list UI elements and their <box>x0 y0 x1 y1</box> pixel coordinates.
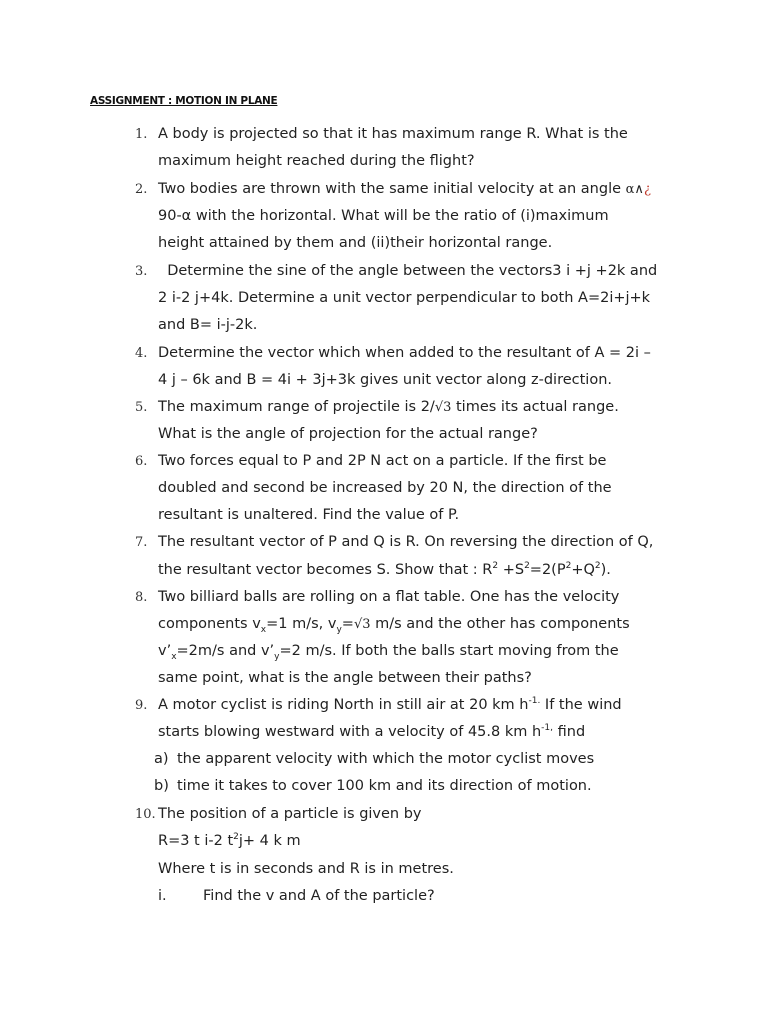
question-text: doubled and second be increased by 20 N, the direction of the <box>158 480 612 496</box>
text-run: m/s and the other has components <box>370 616 630 632</box>
question-text: Two billiard balls are rolling on a flat table. One has the velocity <box>158 589 620 605</box>
text-run: R=3 t i-2 t <box>158 833 234 849</box>
question-text: resultant is unaltered. Find the value of P. <box>158 507 460 523</box>
sub-item-text: the apparent velocity with which the motor cyclist moves <box>177 751 595 767</box>
question-text: and B= i-j-2k. <box>158 317 258 333</box>
root-expression: √3 <box>353 617 371 632</box>
text-run: =2m/s and v’ <box>176 643 275 659</box>
question-text: A body is projected so that it has maximum range R. What is the <box>158 126 628 142</box>
sub-item-marker: b) <box>154 778 169 794</box>
question-number: 7. <box>135 535 148 550</box>
text-run: components v <box>158 616 261 632</box>
question-number: 8. <box>135 590 148 605</box>
text-run: =1 m/s, v <box>266 616 337 632</box>
sub-item-marker: a) <box>154 751 169 767</box>
superscript: 2 <box>233 832 239 843</box>
text-run: starts blowing westward with a velocity of 45.8 km h <box>158 724 542 740</box>
superscript: 2 <box>565 561 572 572</box>
text-run: =2 m/s. If both the balls start moving from the <box>279 643 619 659</box>
text-run: find <box>553 724 586 740</box>
text-run: Two bodies are thrown with the same initial velocity at an angle <box>158 181 622 197</box>
question-number: 10. <box>135 807 156 822</box>
question-number: 4. <box>135 346 148 361</box>
text-run: ). <box>600 562 611 578</box>
question-text <box>158 557 611 584</box>
superscript: -1, <box>541 723 554 734</box>
alpha-symbol: α∧ <box>625 182 644 197</box>
question-text <box>158 638 619 665</box>
superscript: 2 <box>524 561 530 572</box>
text-run: v’ <box>158 643 172 659</box>
superscript: 2 <box>492 561 499 572</box>
text-run: A motor cyclist is riding North in still air at 20 km h <box>158 697 529 713</box>
broken-equation-symbol: ¿ <box>643 182 651 197</box>
superscript: -1. <box>528 696 541 707</box>
superscript: 2 <box>594 561 601 572</box>
subscript: y <box>336 624 342 635</box>
text-run: the resultant vector becomes S. Show that : R <box>158 562 493 578</box>
text-run: The maximum range of projectile is 2/ <box>158 399 435 415</box>
question-text: height attained by them and (ii)their horizontal range. <box>158 235 553 251</box>
question-text: 90-α with the horizontal. What will be the ratio of (i)maximum <box>158 208 609 224</box>
question-text <box>158 394 619 421</box>
question-text: Determine the sine of the angle between the vectors3 i +j +2k and <box>158 263 658 279</box>
question-number: 1. <box>135 127 148 142</box>
question-text: The position of a particle is given by <box>158 806 422 822</box>
question-text: What is the angle of projection for the actual range? <box>158 426 538 442</box>
question-text: 4 j – 6k and B = 4i + 3j+3k gives unit vector along z-direction. <box>158 372 613 388</box>
text-run: = <box>341 616 354 632</box>
question-text: Where t is in seconds and R is in metres. <box>158 861 454 877</box>
question-text <box>158 692 622 719</box>
text-run: If the wind <box>540 697 622 713</box>
question-text <box>158 719 585 746</box>
text-run: =2(P <box>529 562 566 578</box>
question-text: The resultant vector of P and Q is R. On reversing the direction of Q, <box>158 534 654 550</box>
question-number: 5. <box>135 400 148 415</box>
question-text: maximum height reached during the flight? <box>158 153 475 169</box>
question-text: Two forces equal to P and 2P N act on a particle. If the first be <box>158 453 607 469</box>
text-run: +S <box>498 562 525 578</box>
text-run: +Q <box>571 562 595 578</box>
question-text <box>158 611 630 638</box>
question-number: 9. <box>135 698 148 713</box>
question-number: 2. <box>135 182 148 197</box>
question-number: 3. <box>135 264 148 279</box>
text-run: j+ 4 k m <box>238 833 301 849</box>
question-text: 2 i-2 j+4k. Determine a unit vector perpendicular to both A=2i+j+k <box>158 290 651 306</box>
subscript: x <box>260 624 267 635</box>
sub-item-text: time it takes to cover 100 km and its direction of motion. <box>177 778 592 794</box>
sub-item-text: Find the v and A of the particle? <box>203 888 435 904</box>
question-text <box>158 828 301 855</box>
text-run: times its actual range. <box>451 399 619 415</box>
question-text: same point, what is the angle between their paths? <box>158 670 532 686</box>
root-expression: √3 <box>434 400 452 415</box>
subscript: x <box>171 651 177 662</box>
sub-item-marker: i. <box>158 888 167 904</box>
question-text <box>158 176 651 203</box>
question-text: Determine the vector which when added to the resultant of A = 2i – <box>158 345 651 361</box>
subscript: y <box>274 651 280 662</box>
page-title: ASSIGNMENT : MOTION IN PLANE <box>90 95 278 107</box>
question-number: 6. <box>135 454 148 469</box>
